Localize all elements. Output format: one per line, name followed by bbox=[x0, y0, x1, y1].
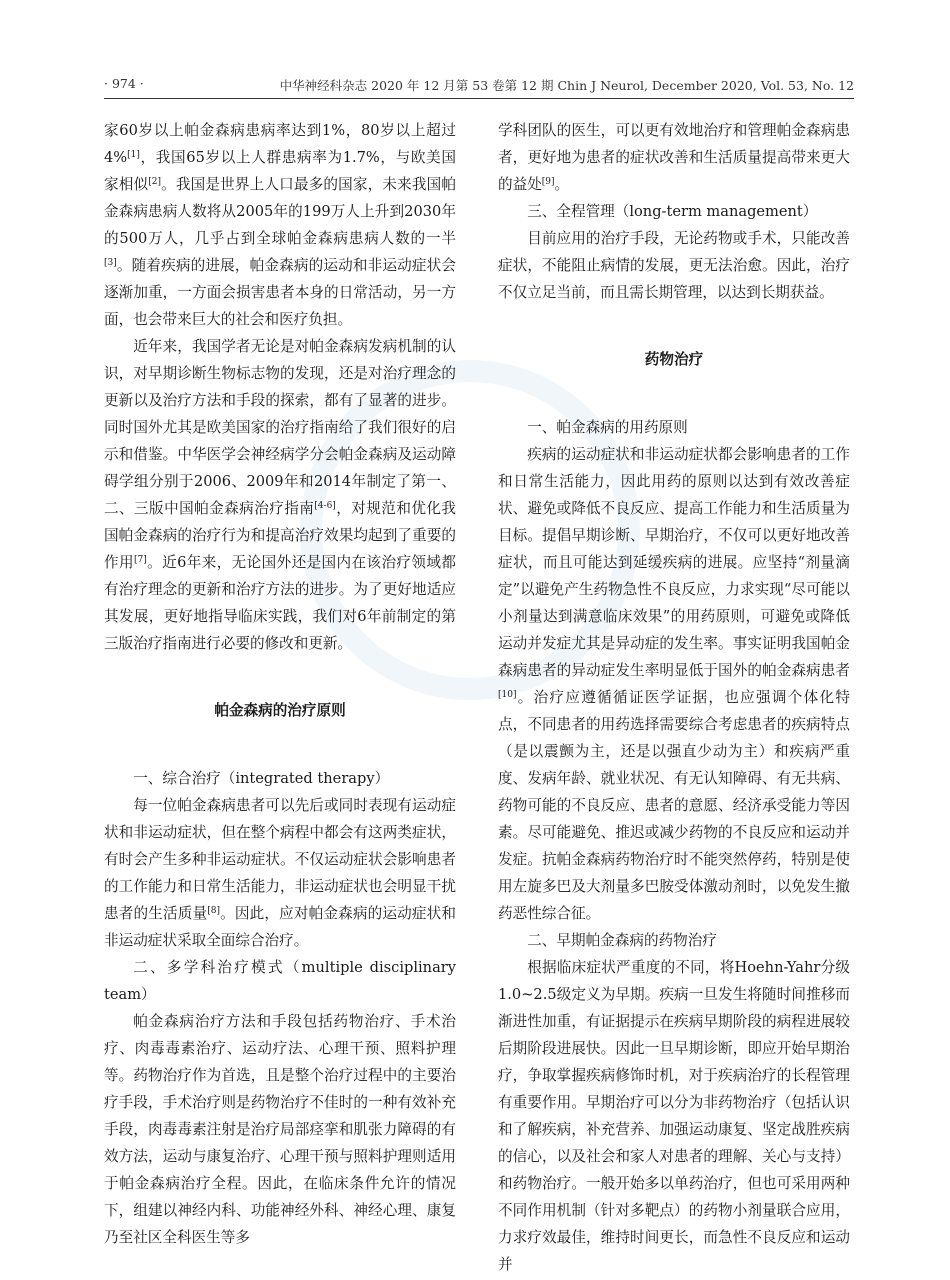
citation[interactable]: [3] bbox=[104, 258, 117, 269]
paragraph-multidisciplinary: 帕金森病治疗方法和手段包括药物治疗、手术治疗、肉毒毒素治疗、运动疗法、心理干预、照料护理等。药物治疗作为首选，且是整个治疗过程中的主要治疗手段，手术治疗则是药物治疗不佳时的一种有效补充手段，肉毒毒素注射是治疗局部痉挛和肌张力障碍的有效方法，运动与康复治疗、心理干预与照料护理则适用于帕金森病治疗全程。因此，在临床条件允许的情况下，组建以神经内科、功能神经外科、神经心理、康复乃至社区全科医生等多 bbox=[104, 1013, 456, 1246]
section-heading-drug-therapy: 药物治疗 bbox=[644, 351, 704, 368]
paragraph-early-pd-treatment: 根据临床症状严重度的不同，将Hoehn-Yahr分级1.0~2.5级定义为早期。疾病一旦发生将随时间推移而渐进性加重，有证据提示在疾病早期阶段的病程进展较后期阶段进展快。因此一旦早期诊断，即应开始早期治疗，争取掌握疾病修饰时机，对于疾病治疗的长程管理有重要作用。早期治疗可以分为非药物治疗（包括认识和了解疾病，补充营养、加强运动康复、坚定战胜疾病的信心，以及社会和家人对患者的理解、关心与支持）和药物治疗。一般开始多以单药治疗，但也可采用两种不同作用机制（针对多靶点）的药物小剂量联合应用，力求疗效最佳，维持时间更长，而急性不良反应和运动并 bbox=[498, 959, 850, 1273]
paragraph-team-continued: 学科团队的医生，可以更有效地治疗和管理帕金森病患者，更好地为患者的症状改善和生活质量提高带来更大的益处[9]。 bbox=[498, 122, 850, 193]
section-heading-treatment-principles: 帕金森病的治疗原则 bbox=[214, 702, 346, 719]
journal-citation: 中华神经科杂志 2020 年 12 月第 53 卷第 12 期 Chin J Neurol, December 2020, Vol. 53, No. 12 bbox=[279, 78, 854, 93]
subheading-multidisciplinary: 二、多学科治疗模式（multiple disciplinary team） bbox=[104, 959, 456, 1003]
citation[interactable]: [2] bbox=[148, 177, 161, 188]
header-rule bbox=[104, 98, 854, 99]
subheading-long-term-management: 三、全程管理（long-term management） bbox=[527, 203, 818, 220]
citation[interactable]: [7] bbox=[133, 555, 147, 566]
citation[interactable]: [9] bbox=[541, 177, 555, 188]
citation[interactable]: [1] bbox=[127, 150, 140, 161]
paragraph-integrated-therapy: 每一位帕金森病患者可以先后或同时表现有运动症状和非运动症状，但在整个病程中都会有这两类症状，有时会产生多种非运动症状。不仅运动症状会影响患者的工作能力和日常生活能力，非运动症状也会明显干扰患者的生活质量[8]。因此，应对帕金森病的运动症状和非运动症状采取全面综合治疗。 bbox=[104, 797, 456, 949]
paragraph-medication-principles: 疾病的运动症状和非运动症状都会影响患者的工作和日常生活能力，因此用药的原则以达到有效改善症状、避免或降低不良反应、提高工作能力和生活质量为目标。提倡早期诊断、早期治疗，不仅可以更好地改善症状，而且可能达到延缓疾病的进展。应坚持“剂量滴定”以避免产生药物急性不良反应，力求实现“尽可能以小剂量达到满意临床效果”的用药原则，可避免或降低运动并发症尤其是异动症的发生率。事实证明我国帕金森病患者的异动症发生率明显低于国外的帕金森病患者[10]。治疗应遵循循证医学证据，也应强调个体化特点，不同患者的用药选择需要综合考虑患者的疾病特点（是以震颤为主，还是以强直少动为主）和疾病严重度、发病年龄、就业状况、有无认知障碍、有无共病、药物可能的不良反应、患者的意愿、经济承受能力等因素。尽可能避免、推迟或减少药物的不良反应和运动并发症。抗帕金森病药物治疗时不能突然停药，特别是使用左旋多巴及大剂量多巴胺受体激动剂时，以免发生撤药恶性综合征。 bbox=[498, 446, 850, 922]
paragraph-background: 近年来，我国学者无论是对帕金森病发病机制的认识，对早期诊断生物标志物的发现，还是对治疗理念的更新以及治疗方法和手段的探索，都有了显著的进步。同时国外尤其是欧美国家的治疗指南给了我们很好的启示和借鉴。中华医学会神经病学分会帕金森病及运动障碍学组分别于2006、2009年和2014年制定了第一、二、三版中国帕金森病治疗指南[4-6]，对规范和优化我国帕金森病的治疗行为和提高治疗效果均起到了重要的作用[7]。近6年来，无论国外还是国内在该治疗领域都有治疗理念的更新和治疗方法的进步。为了更好地适应其发展，更好地指导临床实践，我们对6年前制定的第三版治疗指南进行必要的修改和更新。 bbox=[104, 338, 456, 652]
left-column bbox=[104, 117, 456, 1251]
running-header bbox=[104, 76, 854, 98]
paragraph-prevalence: 家60岁以上帕金森病患病率达到1%，80岁以上超过4%[1]，我国65岁以上人群患病率为1.7%，与欧美国家相似[2]。我国是世界上人口最多的国家，未来我国帕金森病患病人数将从2005年的199万人上升到2030年的500万人，几乎占到全球帕金森病患病人数的一半[3]。随着疾病的进展，帕金森病的运动和非运动症状会逐渐加重，一方面会损害患者本身的日常活动，另一方面，也会带来巨大的社会和医疗负担。 bbox=[104, 122, 456, 328]
right-column bbox=[498, 117, 850, 1278]
page-number: · 974 · bbox=[104, 76, 144, 91]
subheading-medication-principles: 一、帕金森病的用药原则 bbox=[527, 419, 688, 436]
paragraph-long-term-management: 目前应用的治疗手段，无论药物或手术，只能改善症状，不能阻止病情的发展，更无法治愈。因此，治疗不仅立足当前，而且需长期管理，以达到长期获益。 bbox=[498, 230, 850, 301]
subheading-early-pd-treatment: 二、早期帕金森病的药物治疗 bbox=[527, 932, 717, 949]
subheading-integrated-therapy: 一、综合治疗（integrated therapy） bbox=[133, 770, 390, 787]
citation[interactable]: [4-6] bbox=[314, 501, 336, 512]
citation[interactable]: [10] bbox=[498, 690, 517, 701]
citation[interactable]: [8] bbox=[207, 906, 220, 917]
